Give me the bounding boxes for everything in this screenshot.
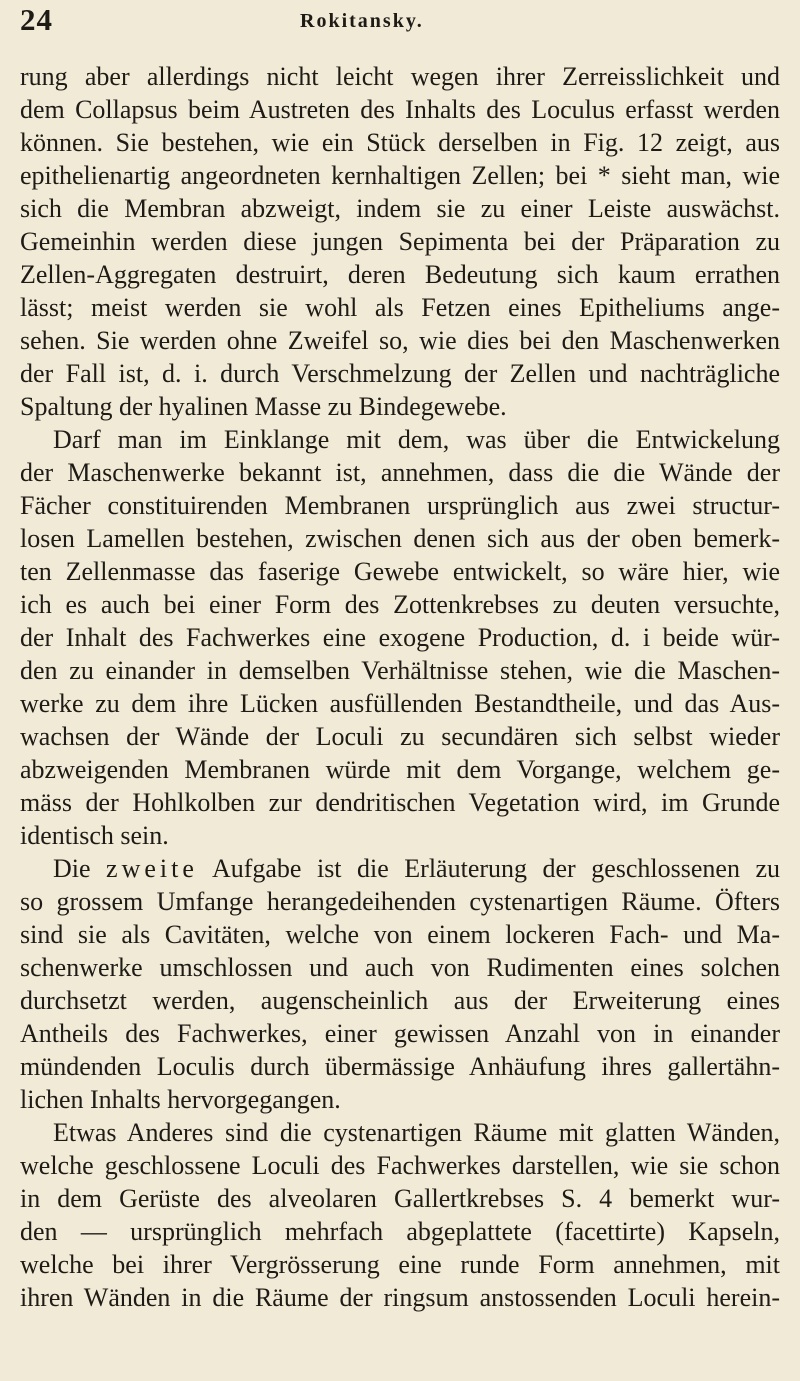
- text-line: können. Sie bestehen, wie ein Stück derselben in Fig. 12 zeigt, aus: [20, 128, 780, 157]
- lead-before: Die: [53, 854, 107, 883]
- running-head: Rokitansky.: [300, 10, 424, 32]
- page-number: 24: [20, 2, 53, 37]
- text-line: abzweigenden Membranen würde mit dem Vorgange, welchem ge-: [20, 755, 780, 784]
- text-line: ten Zellenmasse das faserige Gewebe entwickelt, so wäre hier, wie: [20, 557, 780, 586]
- text-line: schenwerke umschlossen und auch von Rudimenten eines solchen: [20, 953, 780, 982]
- text-line: ich es auch bei einer Form des Zottenkrebses zu deuten versuchte,: [20, 590, 780, 619]
- text-line: lässt; meist werden sie wohl als Fetzen eines Epitheliums ange-: [20, 293, 780, 322]
- text-line: sich die Membran abzweigt, indem sie zu einer Leiste auswächst.: [20, 194, 780, 223]
- text-line: wachsen der Wände der Loculi zu secundären sich selbst wieder: [20, 722, 780, 751]
- text-line: Antheils des Fachwerkes, einer gewissen Anzahl von in einander: [20, 1019, 780, 1048]
- text-line: mündenden Loculis durch übermässige Anhäufung ihres gallertähn-: [20, 1052, 780, 1081]
- paragraph-2: [20, 423, 780, 852]
- text-line: Gemeinhin werden diese jungen Sepimenta bei der Präparation zu: [20, 227, 780, 256]
- text-line: der Fall ist, d. i. durch Verschmelzung der Zellen und nachträgliche: [20, 359, 780, 388]
- text-line: werke zu dem ihre Lücken ausfüllenden Bestandtheile, und das Aus-: [20, 689, 780, 718]
- text-line: welche bei ihrer Vergrösserung eine runde Form annehmen, mit: [20, 1250, 780, 1279]
- emphasized-word: zweite: [106, 854, 198, 883]
- text-line: Etwas Anderes sind die cystenartigen Räume mit glatten Wänden,: [53, 1118, 780, 1147]
- paragraph-1: [20, 60, 780, 423]
- body-text: [20, 60, 780, 1314]
- text-line: Darf man im Einklange mit dem, was über die Entwickelung: [53, 425, 780, 454]
- text-line: welche geschlossene Loculi des Fachwerkes darstellen, wie sie schon: [20, 1151, 780, 1180]
- text-line: losen Lamellen bestehen, zwischen denen sich aus der oben bemerk-: [20, 524, 780, 553]
- text-line: in dem Gerüste des alveolaren Gallertkrebses S. 4 bemerkt wur-: [20, 1184, 780, 1213]
- text-line: Zellen-Aggregaten destruirt, deren Bedeutung sich kaum errathen: [20, 260, 780, 289]
- text-line: identisch sein.: [20, 821, 169, 850]
- text-line: durchsetzt werden, augenscheinlich aus der Erweiterung eines: [20, 986, 780, 1015]
- text-line: den — ursprünglich mehrfach abgeplattete (facettirte) Kapseln,: [20, 1217, 780, 1246]
- text-line: dem Collapsus beim Austreten des Inhalts des Loculus erfasst werden: [20, 95, 780, 124]
- page-header: [20, 2, 780, 42]
- text-line: sind sie als Cavitäten, welche von einem lockeren Fach- und Ma-: [20, 920, 780, 949]
- text-line: mäss der Hohlkolben zur dendritischen Vegetation wird, im Grunde: [20, 788, 780, 817]
- text-line: rung aber allerdings nicht leicht wegen ihrer Zerreisslichkeit und: [20, 62, 780, 91]
- text-line: der Inhalt des Fachwerkes eine exogene Production, d. i beide wür-: [20, 623, 780, 652]
- paragraph-3: [20, 852, 780, 1116]
- text-line: epithelienartig angeordneten kernhaltigen Zellen; bei * sieht man, wie: [20, 161, 780, 190]
- text-line-lead: [20, 852, 780, 885]
- text-line: so grossem Umfange herangedeihenden cystenartigen Räume. Öfters: [20, 887, 780, 916]
- text-line: lichen Inhalts hervorgegangen.: [20, 1085, 341, 1114]
- text-line: sehen. Sie werden ohne Zweifel so, wie dies bei den Maschenwerken: [20, 326, 780, 355]
- text-line: den zu einander in demselben Verhältnisse stehen, wie die Maschen-: [20, 656, 780, 685]
- text-line: Spaltung der hyalinen Masse zu Bindegewebe.: [20, 392, 507, 421]
- lead-after: Aufgabe ist die Erläuterung der geschlossenen zu: [197, 854, 780, 883]
- text-line: ihren Wänden in die Räume der ringsum anstossenden Loculi herein-: [20, 1283, 780, 1312]
- text-line: Fächer constituirenden Membranen ursprünglich aus zwei structur-: [20, 491, 780, 520]
- paragraph-4: [20, 1116, 780, 1314]
- text-line: der Maschenwerke bekannt ist, annehmen, dass die die Wände der: [20, 458, 780, 487]
